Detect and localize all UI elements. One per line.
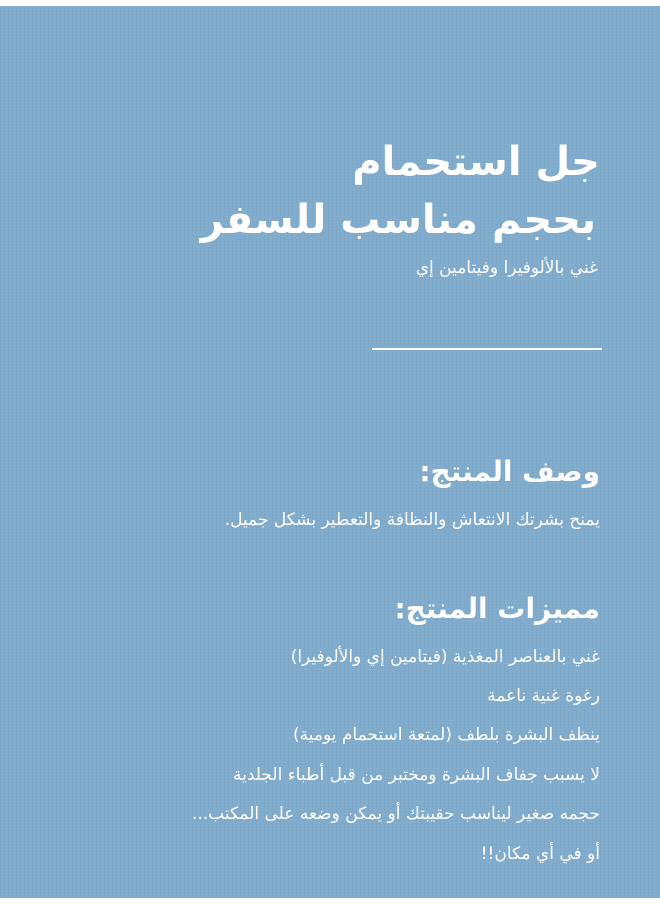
description-text: يمنح بشرتك الانتعاش والنظافة والتعطير بشكل جميل.: [224, 510, 600, 530]
divider-line: [372, 348, 602, 350]
feature-item: لا يسبب جفاف البشرة ومختبر من قبل أطباء الجلدية: [233, 765, 600, 785]
product-title-line-1: جل استحمام: [352, 139, 600, 185]
product-title-line-2: بحجم مناسب للسفر: [200, 197, 596, 243]
product-info-panel: [0, 6, 660, 898]
description-heading: وصف المنتج:: [419, 455, 600, 488]
features-heading: مميزات المنتج:: [394, 592, 600, 625]
feature-item: غني بالعناصر المغذية (فيتامين إي والألوفيرا): [290, 647, 600, 667]
feature-item: ينظف البشرة بلطف (لمتعة استحمام يومية): [293, 725, 600, 745]
product-subtitle: غني بالألوفيرا وفيتامين إي: [415, 258, 598, 278]
feature-item: أو في أي مكان!!: [480, 844, 600, 864]
feature-item: حجمه صغير ليناسب حقيبتك أو يمكن وضعه على المكتب...: [191, 804, 600, 824]
feature-item: رغوة غنية ناعمة: [487, 686, 600, 706]
